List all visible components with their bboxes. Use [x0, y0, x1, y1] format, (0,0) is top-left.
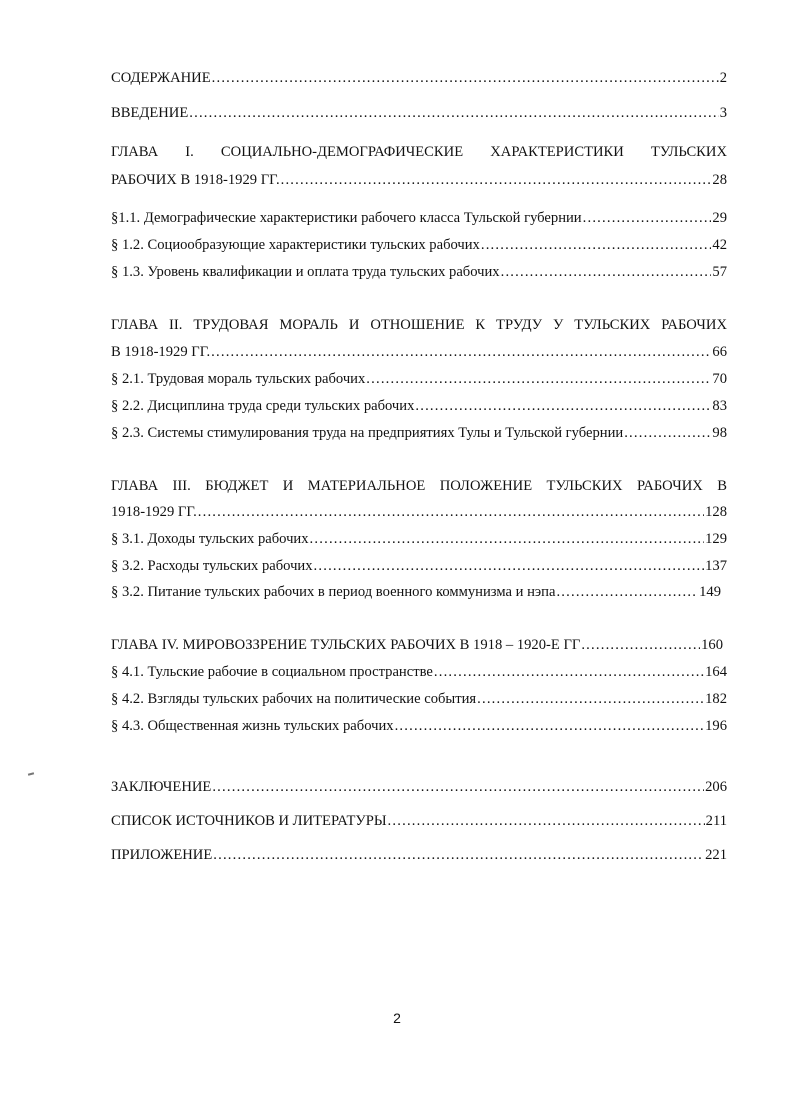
toc-entry-title: 1918-1929 ГГ. — [111, 504, 197, 520]
toc-section-page: 57 — [712, 264, 727, 280]
toc-section-4-2 — [111, 689, 727, 709]
toc-section-3-1 — [111, 529, 727, 549]
toc-entry-page: 211 — [705, 813, 727, 829]
toc-section-title: § 4.3. Общественная жизнь тульских рабочих — [111, 718, 394, 734]
toc-section-page: 129 — [705, 531, 727, 547]
chapter2-title-line1: ГЛАВА II. ТРУДОВАЯ МОРАЛЬ И ОТНОШЕНИЕ К ТРУДУ У ТУЛЬСКИХ РАБОЧИХ — [111, 317, 727, 333]
toc-section-page: 29 — [712, 210, 727, 226]
toc-entry-title: В 1918-1929 ГГ. — [111, 344, 211, 360]
dot-leader — [281, 170, 712, 190]
dot-leader — [434, 662, 704, 682]
toc-section-page: 182 — [705, 691, 727, 707]
toc-section-page: 149 — [699, 584, 721, 600]
toc-entry-title: ЗАКЛЮЧЕНИЕ — [111, 779, 212, 795]
dot-leader — [198, 502, 704, 522]
toc-section-title: § 1.3. Уровень квалификации и оплата труда тульских рабочих — [111, 264, 500, 280]
toc-entry-title: СОДЕРЖАНИЕ — [111, 70, 211, 86]
chapter3-title-line1: ГЛАВА III. БЮДЖЕТ И МАТЕРИАЛЬНОЕ ПОЛОЖЕНИЕ ТУЛЬСКИХ РАБОЧИХ В — [111, 478, 727, 494]
dot-leader — [415, 396, 711, 416]
toc-section-page: 137 — [705, 558, 727, 574]
dot-leader — [388, 811, 705, 831]
toc-section-1-3 — [111, 262, 727, 282]
toc-entry-chapter4 — [111, 635, 723, 655]
toc-section-title: § 3.1. Доходы тульских рабочих — [111, 531, 309, 547]
toc-entry-title: ПРИЛОЖЕНИЕ — [111, 847, 213, 863]
toc-entry-page: 3 — [719, 105, 727, 121]
toc-entry-chapter1 — [111, 170, 727, 190]
toc-entry-page: 206 — [705, 779, 727, 795]
toc-section-title: § 3.2. Расходы тульских рабочих — [111, 558, 313, 574]
toc-section-2-3 — [111, 423, 727, 443]
toc-entry-page: 2 — [719, 70, 727, 86]
toc-entry-page: 221 — [705, 847, 727, 863]
toc-section-4-1 — [111, 662, 727, 682]
toc-entry-page: 160 — [701, 637, 723, 653]
toc-section-page: 98 — [712, 425, 727, 441]
dot-leader — [624, 423, 711, 443]
dot-leader — [556, 582, 698, 602]
toc-entry-title: ГЛАВА IV. МИРОВОЗЗРЕНИЕ ТУЛЬСКИХ РАБОЧИХ В 1918 – 1920-Е ГГ — [111, 637, 581, 653]
toc-section-title: § 2.1. Трудовая мораль тульских рабочих — [111, 371, 366, 387]
page-number: 2 — [393, 1010, 401, 1026]
dot-leader — [212, 777, 704, 797]
dot-leader — [213, 845, 704, 865]
toc-entry-chapter3 — [111, 502, 727, 522]
dot-leader — [481, 235, 712, 255]
toc-section-3-2 — [111, 556, 727, 576]
toc-entry-appendix — [111, 845, 727, 865]
toc-section-title: § 3.2. Питание тульских рабочих в период военного коммунизма и нэпа — [111, 584, 556, 600]
toc-entry-intro — [111, 103, 727, 123]
toc-section-4-3 — [111, 716, 727, 736]
toc-section-1-1 — [111, 208, 727, 228]
toc-entry-title: ВВЕДЕНИЕ — [111, 105, 189, 121]
toc-entry-title: РАБОЧИХ В 1918-1929 ГГ. — [111, 172, 280, 188]
toc-section-title: § 1.2. Социообразующие характеристики тульских рабочих — [111, 237, 480, 253]
toc-section-title: § 2.2. Дисциплина труда среди тульских рабочих — [111, 398, 415, 414]
toc-entry-page: 128 — [705, 504, 727, 520]
dot-leader — [501, 262, 712, 282]
toc-section-page: 70 — [712, 371, 727, 387]
toc-section-page: 164 — [705, 664, 727, 680]
dot-leader — [366, 369, 711, 389]
toc-entry-page: 28 — [712, 172, 727, 188]
chapter1-title-line1: ГЛАВА I. СОЦИАЛЬНО-ДЕМОГРАФИЧЕСКИЕ ХАРАКТЕРИСТИКИ ТУЛЬСКИХ — [111, 144, 727, 160]
toc-entry-conclusion — [111, 777, 727, 797]
toc-section-title: § 4.2. Взгляды тульских рабочих на политические события — [111, 691, 477, 707]
toc-section-2-1 — [111, 369, 727, 389]
toc-entry-sources — [111, 811, 727, 831]
toc-section-title: § 2.3. Системы стимулирования труда на предприятиях Тулы и Тульской губернии — [111, 425, 624, 441]
toc-section-3-3 — [111, 582, 721, 602]
toc-entry-title: СПИСОК ИСТОЧНИКОВ И ЛИТЕРАТУРЫ — [111, 813, 387, 829]
toc-section-title: § 4.1. Тульские рабочие в социальном пространстве — [111, 664, 433, 680]
dot-leader — [310, 529, 705, 549]
dot-leader — [583, 208, 712, 228]
scan-mark — [28, 772, 34, 775]
dot-leader — [314, 556, 705, 576]
toc-section-page: 196 — [705, 718, 727, 734]
toc-section-page: 42 — [712, 237, 727, 253]
toc-entry-contents — [111, 68, 727, 88]
dot-leader — [477, 689, 704, 709]
toc-entry-chapter2 — [111, 342, 727, 362]
toc-section-page: 83 — [712, 398, 727, 414]
dot-leader — [581, 635, 700, 655]
toc-section-1-2 — [111, 235, 727, 255]
toc-entry-page: 66 — [712, 344, 727, 360]
dot-leader — [212, 68, 719, 88]
toc-section-2-2 — [111, 396, 727, 416]
dot-leader — [211, 342, 711, 362]
toc-section-title: §1.1. Демографические характеристики рабочего класса Тульской губернии — [111, 210, 582, 226]
dot-leader — [395, 716, 705, 736]
dot-leader — [189, 103, 718, 123]
